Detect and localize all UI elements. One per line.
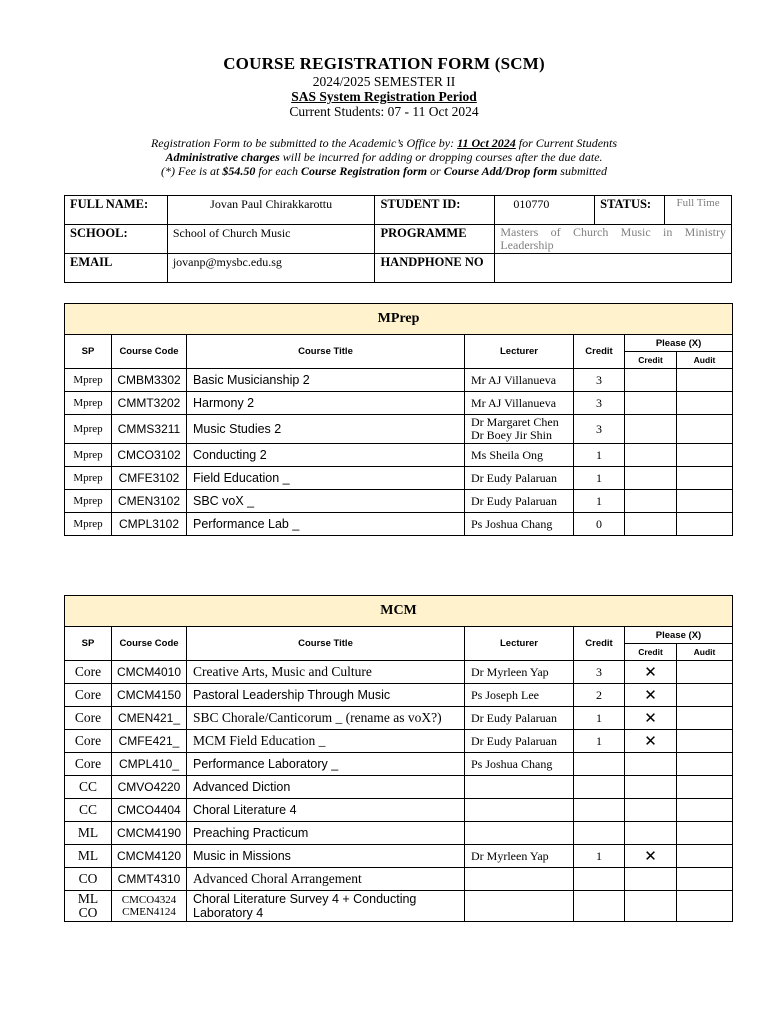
- note-text: for Current Students: [515, 136, 618, 150]
- course-code: CMMT4310: [112, 868, 187, 891]
- course-credit: [574, 822, 625, 845]
- audit-checkbox[interactable]: [677, 392, 733, 415]
- table-row: [65, 776, 733, 799]
- credit-checkbox[interactable]: ✕: [625, 845, 677, 868]
- table-row: [65, 467, 733, 490]
- registration-period-label: SAS System Registration Period: [291, 89, 477, 104]
- course-sp: Mprep: [65, 513, 112, 536]
- credit-checkbox[interactable]: [625, 392, 677, 415]
- col-course-title: Course Title: [187, 627, 465, 661]
- course-sp: Mprep: [65, 490, 112, 513]
- credit-checkbox[interactable]: [625, 868, 677, 891]
- course-code: CMPL410_: [112, 753, 187, 776]
- credit-checkbox[interactable]: [625, 776, 677, 799]
- course-lecturer: Dr Eudy Palaruan: [465, 707, 574, 730]
- col-credit-sub: Credit: [625, 644, 677, 661]
- mprep-section-title: MPrep: [65, 304, 733, 335]
- school-label: SCHOOL:: [65, 225, 168, 254]
- credit-checkbox[interactable]: [625, 513, 677, 536]
- info-row-email: [65, 254, 732, 283]
- course-sp: ML: [65, 845, 112, 868]
- audit-checkbox[interactable]: [677, 415, 733, 444]
- form-title: COURSE REGISTRATION FORM (SCM): [223, 54, 545, 73]
- course-sp: Mprep: [65, 415, 112, 444]
- course-code: CMCO3102: [112, 444, 187, 467]
- audit-checkbox[interactable]: [677, 845, 733, 868]
- note-text: or: [427, 164, 444, 178]
- course-code: CMCO4404: [112, 799, 187, 822]
- course-credit: 3: [574, 392, 625, 415]
- note-bold: Administrative charges: [165, 150, 280, 164]
- course-code: CMMS3211: [112, 415, 187, 444]
- credit-checkbox[interactable]: [625, 822, 677, 845]
- course-credit: 1: [574, 467, 625, 490]
- header-row: [65, 627, 733, 644]
- col-please-x: Please (X): [625, 335, 733, 352]
- section-title-row: [65, 596, 733, 627]
- course-lecturer: Dr Eudy Palaruan: [465, 490, 574, 513]
- course-sp: CO: [65, 868, 112, 891]
- course-code: CMCM4120: [112, 845, 187, 868]
- credit-checkbox[interactable]: [625, 891, 677, 922]
- course-sp: Core: [65, 753, 112, 776]
- audit-checkbox[interactable]: [677, 753, 733, 776]
- col-lecturer: Lecturer: [465, 335, 574, 369]
- note-bold: Course Registration form: [301, 164, 428, 178]
- col-course-code: Course Code: [112, 627, 187, 661]
- col-audit-sub: Audit: [677, 644, 733, 661]
- submission-notes: [0, 136, 768, 178]
- course-credit: 2: [574, 684, 625, 707]
- mcm-section-title: MCM: [65, 596, 733, 627]
- table-row: [65, 799, 733, 822]
- course-title: Creative Arts, Music and Culture: [187, 661, 465, 684]
- mprep-course-table: [64, 303, 733, 536]
- audit-checkbox[interactable]: [677, 513, 733, 536]
- audit-checkbox[interactable]: [677, 684, 733, 707]
- course-title: SBC voX _: [187, 490, 465, 513]
- col-sp: SP: [65, 627, 112, 661]
- info-row-school: [65, 225, 732, 254]
- course-code: CMCM4150: [112, 684, 187, 707]
- course-title: Field Education _: [187, 467, 465, 490]
- course-lecturer: Ps Joshua Chang: [465, 753, 574, 776]
- course-lecturer: Dr Myrleen Yap: [465, 845, 574, 868]
- course-credit: [574, 891, 625, 922]
- full-name-label: FULL NAME:: [65, 196, 168, 225]
- mprep-rows: [65, 369, 733, 536]
- course-lecturer: Dr Eudy Palaruan: [465, 730, 574, 753]
- audit-checkbox[interactable]: [677, 822, 733, 845]
- handphone-value[interactable]: [495, 254, 732, 283]
- course-code: CMCM4190: [112, 822, 187, 845]
- course-lecturer: Dr Margaret Chen Dr Boey Jir Shin: [465, 415, 574, 444]
- fee-amount: $54.50: [222, 164, 256, 178]
- audit-checkbox[interactable]: [677, 467, 733, 490]
- course-credit: 1: [574, 707, 625, 730]
- student-info-table: [64, 195, 732, 283]
- course-credit: [574, 776, 625, 799]
- audit-checkbox[interactable]: [677, 490, 733, 513]
- course-credit: 3: [574, 415, 625, 444]
- course-credit: 0: [574, 513, 625, 536]
- note-line-1: [0, 136, 768, 150]
- handphone-label: HANDPHONE NO: [375, 254, 495, 283]
- course-title: Advanced Diction: [187, 776, 465, 799]
- course-title: Preaching Practicum: [187, 822, 465, 845]
- credit-checkbox[interactable]: [625, 444, 677, 467]
- credit-checkbox[interactable]: [625, 490, 677, 513]
- course-lecturer: Dr Myrleen Yap: [465, 661, 574, 684]
- course-title: Choral Literature Survey 4 + Conducting Laboratory 4: [187, 891, 465, 922]
- table-row: [65, 707, 733, 730]
- table-row: [65, 822, 733, 845]
- course-sp: Mprep: [65, 392, 112, 415]
- semester-label: 2024/2025 SEMESTER II: [312, 74, 456, 89]
- course-sp: ML CO: [65, 891, 112, 922]
- status-label: STATUS:: [595, 196, 665, 225]
- audit-checkbox[interactable]: [677, 369, 733, 392]
- course-code: CMFE421_: [112, 730, 187, 753]
- course-code: CMCM4010: [112, 661, 187, 684]
- form-header: [0, 54, 768, 119]
- table-row: [65, 444, 733, 467]
- audit-checkbox[interactable]: [677, 868, 733, 891]
- course-lecturer: Ps Joshua Chang: [465, 513, 574, 536]
- note-line-2: [0, 150, 768, 164]
- course-sp: Core: [65, 661, 112, 684]
- course-lecturer: [465, 799, 574, 822]
- full-name-value[interactable]: Jovan Paul Chirakkarottu: [167, 196, 375, 225]
- audit-checkbox[interactable]: [677, 891, 733, 922]
- course-code: CMPL3102: [112, 513, 187, 536]
- course-title: MCM Field Education _: [187, 730, 465, 753]
- course-credit: [574, 868, 625, 891]
- course-code: CMBM3302: [112, 369, 187, 392]
- programme-value[interactable]: Masters of Church Music in Ministry Leadership: [495, 225, 732, 254]
- credit-checkbox[interactable]: ✕: [625, 684, 677, 707]
- header-row: [65, 335, 733, 352]
- note-bold: Course Add/Drop form: [443, 164, 558, 178]
- course-lecturer: Mr AJ Villanueva: [465, 392, 574, 415]
- course-lecturer: [465, 776, 574, 799]
- course-lecturer: Ps Joseph Lee: [465, 684, 574, 707]
- col-course-code: Course Code: [112, 335, 187, 369]
- course-credit: 3: [574, 369, 625, 392]
- course-title: Advanced Choral Arrangement: [187, 868, 465, 891]
- audit-checkbox[interactable]: [677, 776, 733, 799]
- col-please-x: Please (X): [625, 627, 733, 644]
- course-credit: 1: [574, 490, 625, 513]
- course-code: CMEN421_: [112, 707, 187, 730]
- col-sp: SP: [65, 335, 112, 369]
- course-sp: Mprep: [65, 369, 112, 392]
- col-credit-sub: Credit: [625, 352, 677, 369]
- table-row: [65, 415, 733, 444]
- course-lecturer: [465, 868, 574, 891]
- course-lecturer: Dr Eudy Palaruan: [465, 467, 574, 490]
- course-title: Harmony 2: [187, 392, 465, 415]
- course-title: Basic Musicianship 2: [187, 369, 465, 392]
- course-code: CMEN3102: [112, 490, 187, 513]
- table-row: [65, 661, 733, 684]
- course-sp: Mprep: [65, 467, 112, 490]
- course-title: Conducting 2: [187, 444, 465, 467]
- col-credit: Credit: [574, 335, 625, 369]
- email-label: EMAIL: [65, 254, 168, 283]
- status-value[interactable]: Full Time: [665, 196, 732, 225]
- col-credit: Credit: [574, 627, 625, 661]
- course-title: Performance Lab _: [187, 513, 465, 536]
- programme-label: PROGRAMME: [375, 225, 495, 254]
- course-sp: Core: [65, 730, 112, 753]
- course-lecturer: Ms Sheila Ong: [465, 444, 574, 467]
- course-sp: CC: [65, 799, 112, 822]
- school-value[interactable]: School of Church Music: [167, 225, 375, 254]
- mcm-rows: [65, 661, 733, 922]
- course-title: SBC Chorale/Canticorum _ (rename as voX?): [187, 707, 465, 730]
- course-credit: 1: [574, 730, 625, 753]
- table-row: [65, 891, 733, 922]
- course-sp: Core: [65, 684, 112, 707]
- table-row: [65, 369, 733, 392]
- credit-checkbox[interactable]: [625, 467, 677, 490]
- course-lecturer: [465, 822, 574, 845]
- credit-checkbox[interactable]: [625, 753, 677, 776]
- course-credit: [574, 753, 625, 776]
- course-title: Choral Literature 4: [187, 799, 465, 822]
- info-row-name: [65, 196, 732, 225]
- email-value[interactable]: jovanp@mysbc.edu.sg: [167, 254, 375, 283]
- course-title: Music Studies 2: [187, 415, 465, 444]
- course-sp: ML: [65, 822, 112, 845]
- due-date: 11 Oct 2024: [457, 136, 516, 150]
- course-title: Performance Laboratory _: [187, 753, 465, 776]
- course-sp: Mprep: [65, 444, 112, 467]
- course-credit: 1: [574, 845, 625, 868]
- course-title: Music in Missions: [187, 845, 465, 868]
- student-id-value[interactable]: 010770: [495, 196, 595, 225]
- table-row: [65, 490, 733, 513]
- mcm-course-table: [64, 595, 733, 922]
- course-code: CMVO4220: [112, 776, 187, 799]
- course-code: CMFE3102: [112, 467, 187, 490]
- course-credit: 3: [574, 661, 625, 684]
- course-credit: 1: [574, 444, 625, 467]
- credit-checkbox[interactable]: ✕: [625, 730, 677, 753]
- credit-checkbox[interactable]: [625, 415, 677, 444]
- table-row: [65, 392, 733, 415]
- col-audit-sub: Audit: [677, 352, 733, 369]
- table-row: [65, 513, 733, 536]
- course-code: CMMT3202: [112, 392, 187, 415]
- course-code: CMCO4324 CMEN4124: [112, 891, 187, 922]
- audit-checkbox[interactable]: [677, 661, 733, 684]
- course-lecturer: Mr AJ Villanueva: [465, 369, 574, 392]
- col-course-title: Course Title: [187, 335, 465, 369]
- course-title: Pastoral Leadership Through Music: [187, 684, 465, 707]
- table-row: [65, 684, 733, 707]
- table-row: [65, 730, 733, 753]
- course-credit: [574, 799, 625, 822]
- note-text: Registration Form to be submitted to the Academic’s Office by:: [150, 136, 458, 150]
- credit-checkbox[interactable]: [625, 369, 677, 392]
- credit-checkbox[interactable]: ✕: [625, 707, 677, 730]
- note-text: for each: [255, 164, 301, 178]
- audit-checkbox[interactable]: [677, 444, 733, 467]
- credit-checkbox[interactable]: ✕: [625, 661, 677, 684]
- current-students-dates: Current Students: 07 - 11 Oct 2024: [289, 104, 479, 119]
- table-row: [65, 753, 733, 776]
- col-lecturer: Lecturer: [465, 627, 574, 661]
- student-id-label: STUDENT ID:: [375, 196, 495, 225]
- section-title-row: [65, 304, 733, 335]
- credit-checkbox[interactable]: [625, 799, 677, 822]
- audit-checkbox[interactable]: [677, 730, 733, 753]
- table-row: [65, 845, 733, 868]
- note-text: submitted: [557, 164, 607, 178]
- note-line-3: [0, 164, 768, 178]
- audit-checkbox[interactable]: [677, 799, 733, 822]
- note-text: (*) Fee is at: [161, 164, 223, 178]
- course-sp: Core: [65, 707, 112, 730]
- audit-checkbox[interactable]: [677, 707, 733, 730]
- table-row: [65, 868, 733, 891]
- course-sp: CC: [65, 776, 112, 799]
- note-text: will be incurred for adding or dropping courses after the due date.: [279, 150, 603, 164]
- course-lecturer: [465, 891, 574, 922]
